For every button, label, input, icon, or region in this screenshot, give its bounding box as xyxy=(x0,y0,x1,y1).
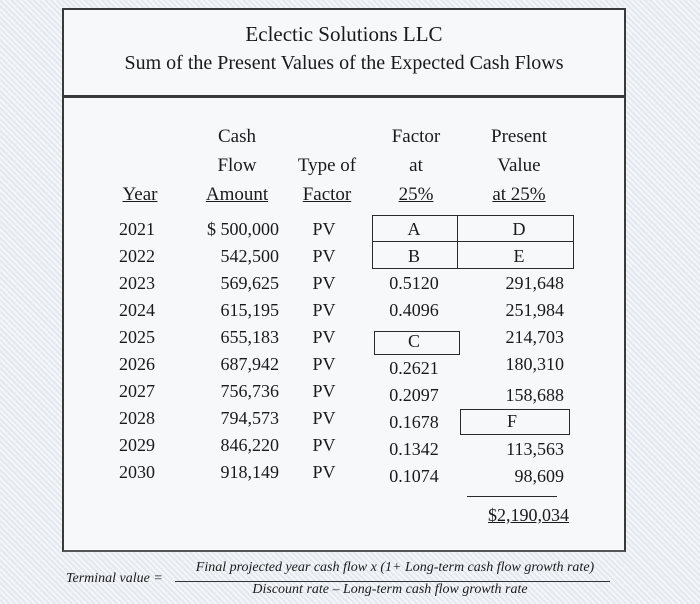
header-year: Year xyxy=(122,184,158,205)
formula-numerator: Final projected year cash flow x (1+ Long-term cash flow growth rate) xyxy=(195,560,595,575)
header-type-1: Type of xyxy=(297,155,357,176)
header-factor-1: Factor xyxy=(391,126,441,147)
amount-cell: 569,625 xyxy=(220,273,279,293)
year-cell: 2026 xyxy=(119,354,155,374)
pv-cell: E xyxy=(513,246,525,266)
amount-cell: 542,500 xyxy=(220,246,279,266)
factor-cell: 0.1678 xyxy=(389,412,439,432)
total-rule xyxy=(467,496,557,497)
header-cash-2: Flow xyxy=(217,155,257,176)
year-cell: 2024 xyxy=(119,300,155,320)
year-cell: 2030 xyxy=(119,462,155,482)
header-factor-3: 25% xyxy=(398,184,434,205)
header-factor-2: at xyxy=(409,155,423,176)
pv-cell: F xyxy=(506,411,517,431)
pv-cell: 158,688 xyxy=(505,385,564,405)
factor-cell: B xyxy=(407,246,420,266)
factor-cell: 0.1074 xyxy=(389,466,439,486)
header-pv-1: Present xyxy=(491,126,547,147)
year-cell: 2025 xyxy=(119,327,155,347)
amount-cell: 846,220 xyxy=(220,435,279,455)
type-cell: PV xyxy=(312,327,336,347)
factor-cell: 0.2097 xyxy=(389,385,439,405)
year-cell: 2021 xyxy=(119,219,155,239)
header-pv-3: at 25% xyxy=(492,184,546,205)
year-cell: 2027 xyxy=(119,381,155,401)
year-cell: 2023 xyxy=(119,273,155,293)
type-cell: PV xyxy=(312,435,336,455)
worksheet xyxy=(62,8,626,552)
terminal-value-label: Terminal value = xyxy=(66,571,163,586)
factor-cell: C xyxy=(407,331,420,351)
amount-cell: 615,195 xyxy=(220,300,279,320)
pv-cell: 180,310 xyxy=(505,354,564,374)
amount-cell: $ 500,000 xyxy=(207,219,279,239)
pv-cell: D xyxy=(512,219,526,239)
year-cell: 2029 xyxy=(119,435,155,455)
pv-cell: 214,703 xyxy=(505,327,564,347)
factor-cell: 0.1342 xyxy=(389,439,439,459)
amount-cell: 687,942 xyxy=(220,354,279,374)
total-present-value: $2,190,034 xyxy=(488,505,569,525)
factor-cell: A xyxy=(407,219,421,239)
type-cell: PV xyxy=(312,300,336,320)
title-box xyxy=(64,10,624,98)
header-pv-2: Value xyxy=(497,155,541,176)
type-cell: PV xyxy=(312,408,336,428)
pv-cell: 98,609 xyxy=(514,466,564,486)
pv-cell: 113,563 xyxy=(506,439,564,459)
pv-cell: 251,984 xyxy=(505,300,564,320)
factor-cell: 0.5120 xyxy=(389,273,439,293)
year-cell: 2022 xyxy=(119,246,155,266)
header-cash-3: Amount xyxy=(205,184,269,205)
type-cell: PV xyxy=(312,219,336,239)
header-cash-1: Cash xyxy=(218,126,256,147)
amount-cell: 655,183 xyxy=(220,327,279,347)
amount-cell: 756,736 xyxy=(220,381,279,401)
type-cell: PV xyxy=(312,246,336,266)
type-cell: PV xyxy=(312,381,336,401)
pv-cell: 291,648 xyxy=(505,273,564,293)
type-cell: PV xyxy=(312,462,336,482)
year-cell: 2028 xyxy=(119,408,155,428)
type-cell: PV xyxy=(312,273,336,293)
amount-cell: 794,573 xyxy=(220,408,279,428)
header-type-2: Factor xyxy=(302,184,352,205)
amount-cell: 918,149 xyxy=(220,462,279,482)
sheet-subtitle: Sum of the Present Values of the Expected Cash Flows xyxy=(124,52,564,74)
company-name: Eclectic Solutions LLC xyxy=(245,22,443,46)
type-cell: PV xyxy=(312,354,336,374)
formula-denominator: Discount rate – Long-term cash flow growth rate xyxy=(252,582,528,597)
factor-cell: 0.2621 xyxy=(389,358,439,378)
factor-cell: 0.4096 xyxy=(389,300,439,320)
